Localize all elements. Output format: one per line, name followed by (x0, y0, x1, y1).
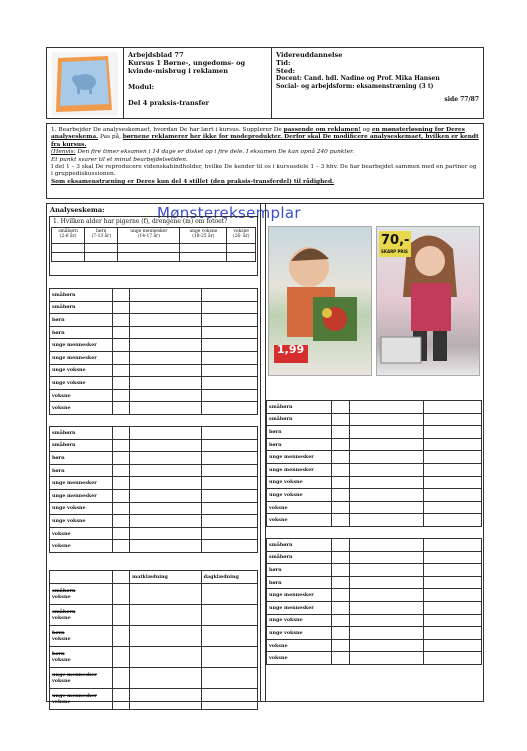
instr-text-c: Pas på, (98, 134, 123, 141)
row-label: unge mennesker (267, 601, 332, 614)
ad-photo-girl (376, 226, 480, 376)
table-row (267, 438, 482, 451)
exam-note: Som eksamenstræning er Deres kun del 4 stillet (den praksis-transferdel) til rådighed. (51, 178, 335, 185)
age-group-table (51, 227, 256, 262)
header-meta (271, 48, 483, 118)
clothing-row-label: småbørn voksne (50, 604, 113, 625)
row-label: småbørn (267, 413, 332, 426)
table-row (50, 289, 258, 302)
clothing-row-label: unge mennesker voksne (50, 688, 113, 709)
table-row (50, 314, 258, 327)
age-grid-3 (266, 400, 482, 527)
watermark-text: Mønstereksemplar (157, 204, 301, 222)
row-label: småbørn (50, 289, 113, 302)
row-label: voksne (50, 402, 113, 415)
row-label: unge voksne (50, 364, 113, 377)
table-row (267, 589, 482, 602)
ad-photos (268, 226, 481, 376)
table-row (267, 514, 482, 527)
table-row (50, 667, 258, 688)
row-label: unge voksne (50, 515, 113, 528)
header-box (46, 47, 484, 119)
header-course-info (123, 48, 271, 118)
table-row (50, 489, 258, 502)
table-row (50, 427, 258, 440)
table-row (267, 401, 482, 414)
row-label: unge voksne (267, 476, 332, 489)
row-label: unge mennesker (267, 463, 332, 476)
part-info: I del 1 – 3 skal De reproducere videnskabindholder, hvilke De kender til os i kursusdele 1 – 3 hhv. De har bearbejdet sammen med en partner og i gruppediskussionen. (51, 164, 477, 178)
table-row (267, 539, 482, 552)
table-row (267, 501, 482, 514)
row-label: børn (267, 426, 332, 439)
row-label: unge mennesker (50, 489, 113, 502)
instr-emph-2: en mønsterløsning for Deres analyseskema. (51, 127, 465, 141)
instr-emph-3: børnene reklamerer her ikke for modeprodukter. Derfor skal De modificere analyseskemaet, hvilken er kendt fra kursus. (51, 134, 479, 148)
row-label: børn (50, 314, 113, 327)
table-row (50, 583, 258, 604)
table-row (50, 625, 258, 646)
table-row (267, 451, 482, 464)
row-label: børn (267, 438, 332, 451)
table-row (267, 614, 482, 627)
clothing-table (49, 570, 258, 710)
table-row (267, 601, 482, 614)
hint-text: Den fire timer eksamen i 14 dage er disket op i fire dele. I eksamen De kan opnå 240 punkter. (75, 149, 355, 156)
part-label: Del 4 praksis-transfer (128, 99, 209, 107)
price-badge: SKARP PRIS (381, 249, 408, 254)
row-label: voksne (267, 652, 332, 665)
age-grid-2 (49, 426, 258, 553)
table-row (50, 515, 258, 528)
table-row (50, 646, 258, 667)
table-row (267, 652, 482, 665)
lecturer: Docent: Cand. hdl. Nadine og Prof. Mika Hansen (276, 75, 440, 82)
table-row (50, 527, 258, 540)
clothing-row-label: børn voksne (50, 646, 113, 667)
row-label: småbørn (50, 439, 113, 452)
row-label: voksne (50, 527, 113, 540)
course-logo (52, 52, 118, 116)
row-label: småbørn (267, 551, 332, 564)
table-row (50, 339, 258, 352)
table-row (50, 540, 258, 553)
ad-photo-boy (268, 226, 372, 376)
table-row (50, 477, 258, 490)
age-grid-4 (266, 538, 482, 665)
row-label: unge mennesker (50, 351, 113, 364)
table-row (50, 688, 258, 709)
instr-emph-1: passende om reklamen! (283, 127, 361, 133)
table-row (267, 564, 482, 577)
row-label: småbørn (267, 401, 332, 414)
table-row (50, 389, 258, 402)
time-label: Tid: (276, 59, 291, 67)
row-label: børn (50, 452, 113, 465)
table-row (267, 463, 482, 476)
table-row (267, 639, 482, 652)
row-label: unge voksne (267, 614, 332, 627)
hint-line-2: Et punkt svarer til et minut bearbejdelsetiden. (51, 156, 188, 163)
table-row (50, 502, 258, 515)
row-label: småbørn (50, 301, 113, 314)
col-daywear: dagklædning (201, 571, 257, 584)
instr-text-a: 1. Bearbejder De analyseskemaet, hvordan De har lært i kursus. Supplerer De (51, 127, 284, 133)
instr-text-b: og (360, 127, 372, 133)
age-col-3: unge voksne (18-25 år) (180, 228, 227, 244)
table-row (267, 413, 482, 426)
row-label: unge voksne (267, 627, 332, 640)
clothing-row-label: unge mennesker voksne (50, 667, 113, 688)
price-1: 1,99 (277, 343, 305, 356)
age-col-0: småbørn (2-6 år) (52, 228, 85, 244)
table-row (50, 604, 258, 625)
row-label: børn (267, 576, 332, 589)
page-number: side 77/87 (444, 96, 479, 103)
question-1-box (49, 216, 258, 276)
row-label: unge mennesker (50, 339, 113, 352)
row-label: unge voksne (50, 502, 113, 515)
table-row (50, 364, 258, 377)
col-sleepwear: matklædning (130, 571, 202, 584)
age-col-2: unge mennesker (14-17 år) (118, 228, 180, 244)
institution: Videreuddannelse (276, 51, 343, 59)
table-row (50, 326, 258, 339)
row-label: voksne (267, 639, 332, 652)
table-row (267, 476, 482, 489)
row-label: småbørn (50, 427, 113, 440)
table-row (267, 576, 482, 589)
row-label: unge mennesker (267, 589, 332, 602)
table-row (50, 402, 258, 415)
table-row (50, 439, 258, 452)
age-col-4: voksne (26- år) (227, 228, 256, 244)
analysis-box (46, 203, 484, 705)
price-2: 70,- (381, 233, 410, 248)
clothing-row-label: børn voksne (50, 625, 113, 646)
table-row (267, 627, 482, 640)
worksheet-page (46, 47, 484, 705)
age-col-1: børn (7-13 år) (85, 228, 118, 244)
module-label: Modul: (128, 83, 155, 91)
row-label: voksne (50, 389, 113, 402)
row-label: småbørn (267, 539, 332, 552)
table-row (50, 464, 258, 477)
table-row (50, 351, 258, 364)
row-label: børn (267, 564, 332, 577)
row-label: voksne (50, 540, 113, 553)
row-label: børn (50, 326, 113, 339)
hint-line (51, 149, 479, 156)
question-1: 1. Hvilken alder har pigerne (f), drengene (m) om fotoet? (53, 218, 228, 225)
row-label: unge voksne (267, 489, 332, 502)
row-label: unge mennesker (50, 477, 113, 490)
course-title: Kursus 1 Børne-, ungedoms- og kvinde-misbrug i reklamen (128, 59, 246, 75)
analysis-title: Analyseskema: (50, 206, 105, 214)
age-grid-1 (49, 288, 258, 415)
row-label: voksne (267, 501, 332, 514)
analysis-right-column (265, 204, 483, 701)
work-form: Social- og arbejdsform: eksamenstræning (3 t) (276, 82, 434, 90)
hint-label: (Henvis: (51, 149, 76, 156)
table-row (267, 489, 482, 502)
row-label: unge mennesker (267, 451, 332, 464)
table-row (267, 426, 482, 439)
table-row (50, 301, 258, 314)
table-row (50, 377, 258, 390)
place-label: Sted: (276, 67, 296, 75)
instructions (46, 123, 484, 199)
table-row (50, 452, 258, 465)
row-label: børn (50, 464, 113, 477)
instruction-paragraph (51, 127, 479, 149)
worksheet-number: Arbejdsblad 77 (128, 51, 184, 59)
clothing-row-label: småbørn voksne (50, 583, 113, 604)
row-label: unge voksne (50, 377, 113, 390)
row-label: voksne (267, 514, 332, 527)
table-row (267, 551, 482, 564)
